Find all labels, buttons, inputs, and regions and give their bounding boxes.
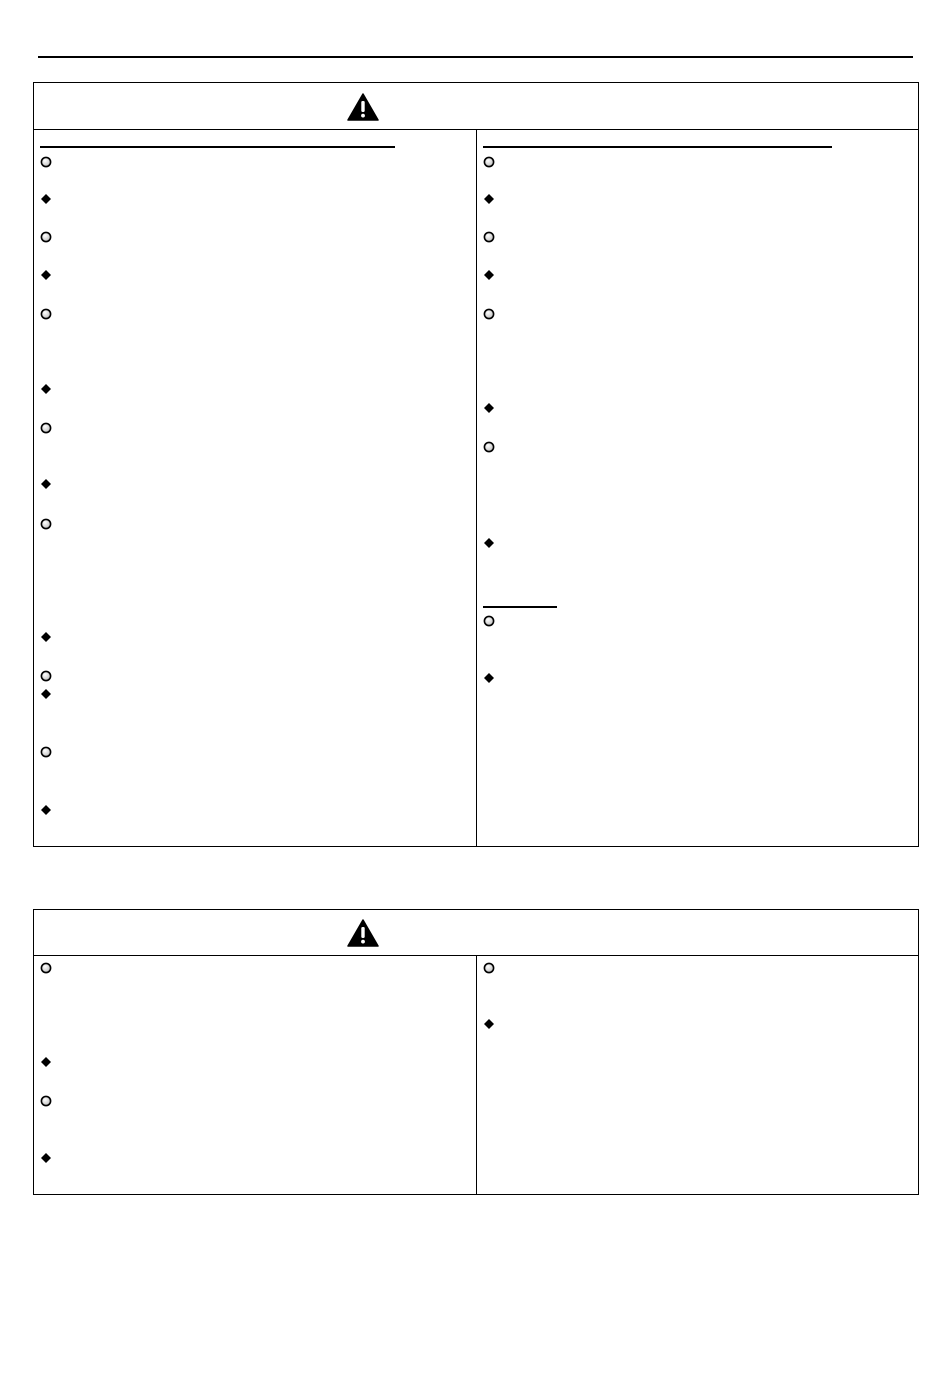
sub-heading-underline (483, 606, 557, 608)
circle-bullet-icon (40, 307, 52, 319)
diamond-bullet-icon (483, 1017, 495, 1029)
diamond-bullet-icon (40, 382, 52, 394)
warning-box-2 (33, 909, 919, 1195)
left-column-heading-underline (40, 146, 395, 148)
circle-bullet-icon (40, 421, 52, 433)
warning-box-2-column-divider (476, 956, 477, 1194)
circle-bullet-icon (483, 307, 495, 319)
warning-box-1 (33, 82, 919, 847)
diamond-bullet-icon (483, 536, 495, 548)
circle-bullet-icon (40, 1094, 52, 1106)
diamond-bullet-icon (40, 477, 52, 489)
diamond-bullet-icon (483, 401, 495, 413)
diamond-bullet-icon (40, 1151, 52, 1163)
circle-bullet-icon (483, 614, 495, 626)
diamond-bullet-icon (483, 671, 495, 683)
diamond-bullet-icon (483, 192, 495, 204)
warning-box-1-header (34, 83, 918, 130)
warning-box-2-header (34, 910, 918, 956)
circle-bullet-icon (40, 517, 52, 529)
circle-bullet-icon (40, 669, 52, 681)
circle-bullet-icon (483, 230, 495, 242)
circle-bullet-icon (40, 155, 52, 167)
circle-bullet-icon (40, 230, 52, 242)
diamond-bullet-icon (40, 1055, 52, 1067)
warning-box-1-column-divider (476, 130, 477, 846)
circle-bullet-icon (483, 155, 495, 167)
diamond-bullet-icon (40, 803, 52, 815)
warning-triangle-icon (347, 919, 379, 947)
warning-triangle-icon (347, 93, 379, 121)
circle-bullet-icon (483, 440, 495, 452)
top-horizontal-rule (38, 56, 913, 58)
diamond-bullet-icon (40, 268, 52, 280)
right-column-heading-underline (483, 146, 832, 148)
diamond-bullet-icon (40, 687, 52, 699)
circle-bullet-icon (40, 745, 52, 757)
diamond-bullet-icon (483, 268, 495, 280)
circle-bullet-icon (40, 961, 52, 973)
circle-bullet-icon (483, 961, 495, 973)
diamond-bullet-icon (40, 630, 52, 642)
diamond-bullet-icon (40, 192, 52, 204)
